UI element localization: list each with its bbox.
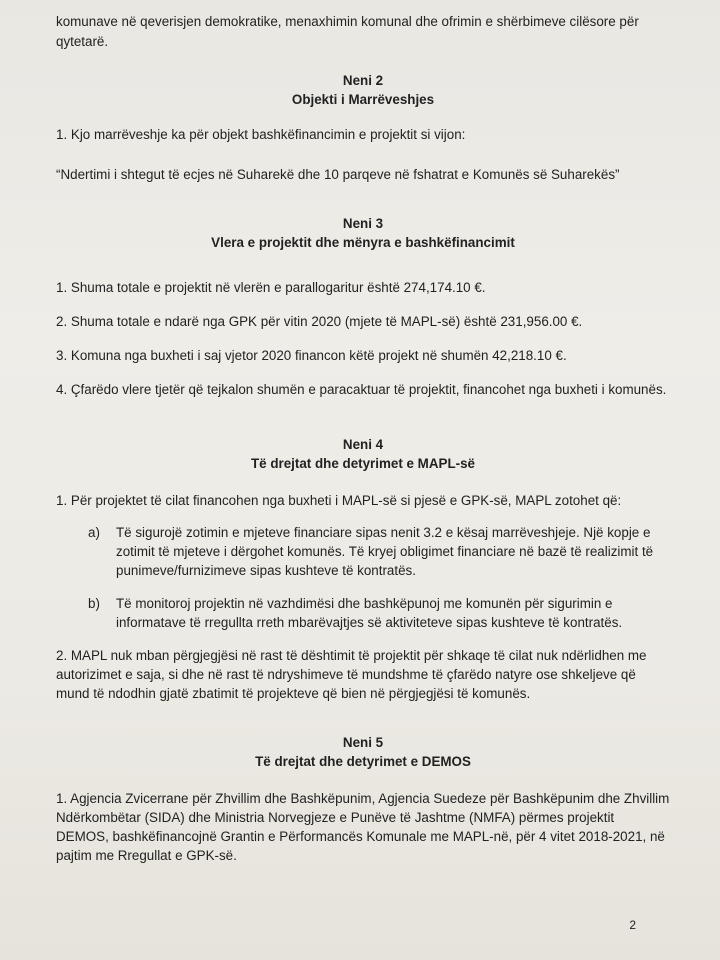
neni3-number: Neni 3: [342, 216, 384, 231]
neni5-paragraph-1: 1. Agjencia Zvicerrane për Zhvillim dhe Bashkëpunim, Agjencia Suedeze për Bashkëpunim dhe Zhvillim Ndërkombëtar (SIDA) dhe Ministria Norvegjeze e Punëve të Jashtme (NMFA) përmes projektit DEMOS, bashkëfinancojnë Grantin e Përformancës Komunale me MAPL-në, për 4 vitet 2018-2021, në pajtim me Rregullat e GPK-së.: [56, 791, 670, 863]
neni4-item-b: [56, 594, 670, 632]
neni4-item-a: [56, 523, 670, 580]
neni3-heading: [56, 214, 670, 252]
neni3-paragraph-1: 1. Shuma totale e projektit në vlerën e parallogaritur është 274,174.10 €.: [56, 280, 486, 295]
neni4-number: Neni 4: [342, 437, 384, 452]
neni2-number: Neni 2: [342, 73, 384, 88]
neni4-item-a-text: Të sigurojë zotimin e mjeteve financiare sipas nenit 3.2 e kësaj marrëveshjeje. Një kopje e zotimit të mjeteve i dërgohet komunës. Të kryej obligimet financiare në bazë të realizimit të punimeve/furnizimeve sipas kushteve të kontratës.: [116, 525, 654, 578]
neni4-paragraph-2: 2. MAPL nuk mban përgjegjësi në rast të dështimit të projektit për shkaqe të cilat nuk ndërlidhen me autorizimet e saja, si dhe në rast të ndryshimeve të mundshme të çfarëdo natyre ose shkeljeve që mund të ndodhin gjatë zbatimit të projekteve që bien në përgjegjësi të komunës.: [56, 648, 647, 701]
neni4-item-b-letter: b): [88, 596, 100, 611]
neni3-title: Vlera e projektit dhe mënyra e bashkëfinancimit: [211, 235, 515, 250]
neni4-item-a-letter: a): [88, 525, 100, 540]
neni5-heading: [56, 733, 670, 771]
neni4-title: Të drejtat dhe detyrimet e MAPL-së: [251, 456, 475, 471]
neni4-paragraph-1: 1. Për projektet të cilat financohen nga buxheti i MAPL-së si pjesë e GPK-së, MAPL zotohet që:: [56, 493, 622, 508]
neni2-paragraph-1: 1. Kjo marrëveshje ka për objekt bashkëfinancimin e projektit si vijon:: [56, 127, 466, 142]
neni5-title: Të drejtat dhe detyrimet e DEMOS: [255, 754, 471, 769]
neni3-paragraph-2: 2. Shuma totale e ndarë nga GPK për vitin 2020 (mjete të MAPL-së) është 231,956.00 €.: [56, 314, 583, 329]
neni5-number: Neni 5: [342, 735, 384, 750]
page-number: 2: [629, 918, 636, 932]
neni4-heading: [56, 435, 670, 473]
neni3-paragraph-4: 4. Çfarëdo vlere tjetër që tejkalon shumën e paracaktuar të projektit, financohet nga buxheti i komunës.: [56, 382, 667, 397]
intro-line-1: komunave në qeverisjen demokratike, menaxhimin komunal dhe ofrimin e shërbimeve cilësore për: [56, 14, 639, 29]
neni3-paragraph-3: 3. Komuna nga buxheti i saj vjetor 2020 financon këtë projekt në shumën 42,218.10 €.: [56, 348, 567, 363]
neni2-paragraph-2: “Ndertimi i shtegut të ecjes në Suharekë dhe 10 parqeve në fshatrat e Komunës së Suharekës”: [56, 167, 620, 182]
neni2-heading: [56, 71, 670, 109]
neni4-item-b-text: Të monitoroj projektin në vazhdimësi dhe bashkëpunoj me komunën për sigurimin e informatave të rregullta rreth mbarëvajtjes së aktiviteteve sipas kushteve të kontratës.: [116, 596, 623, 630]
intro-line-2: qytetarë.: [56, 34, 109, 49]
neni2-title: Objekti i Marrëveshjes: [291, 92, 435, 107]
